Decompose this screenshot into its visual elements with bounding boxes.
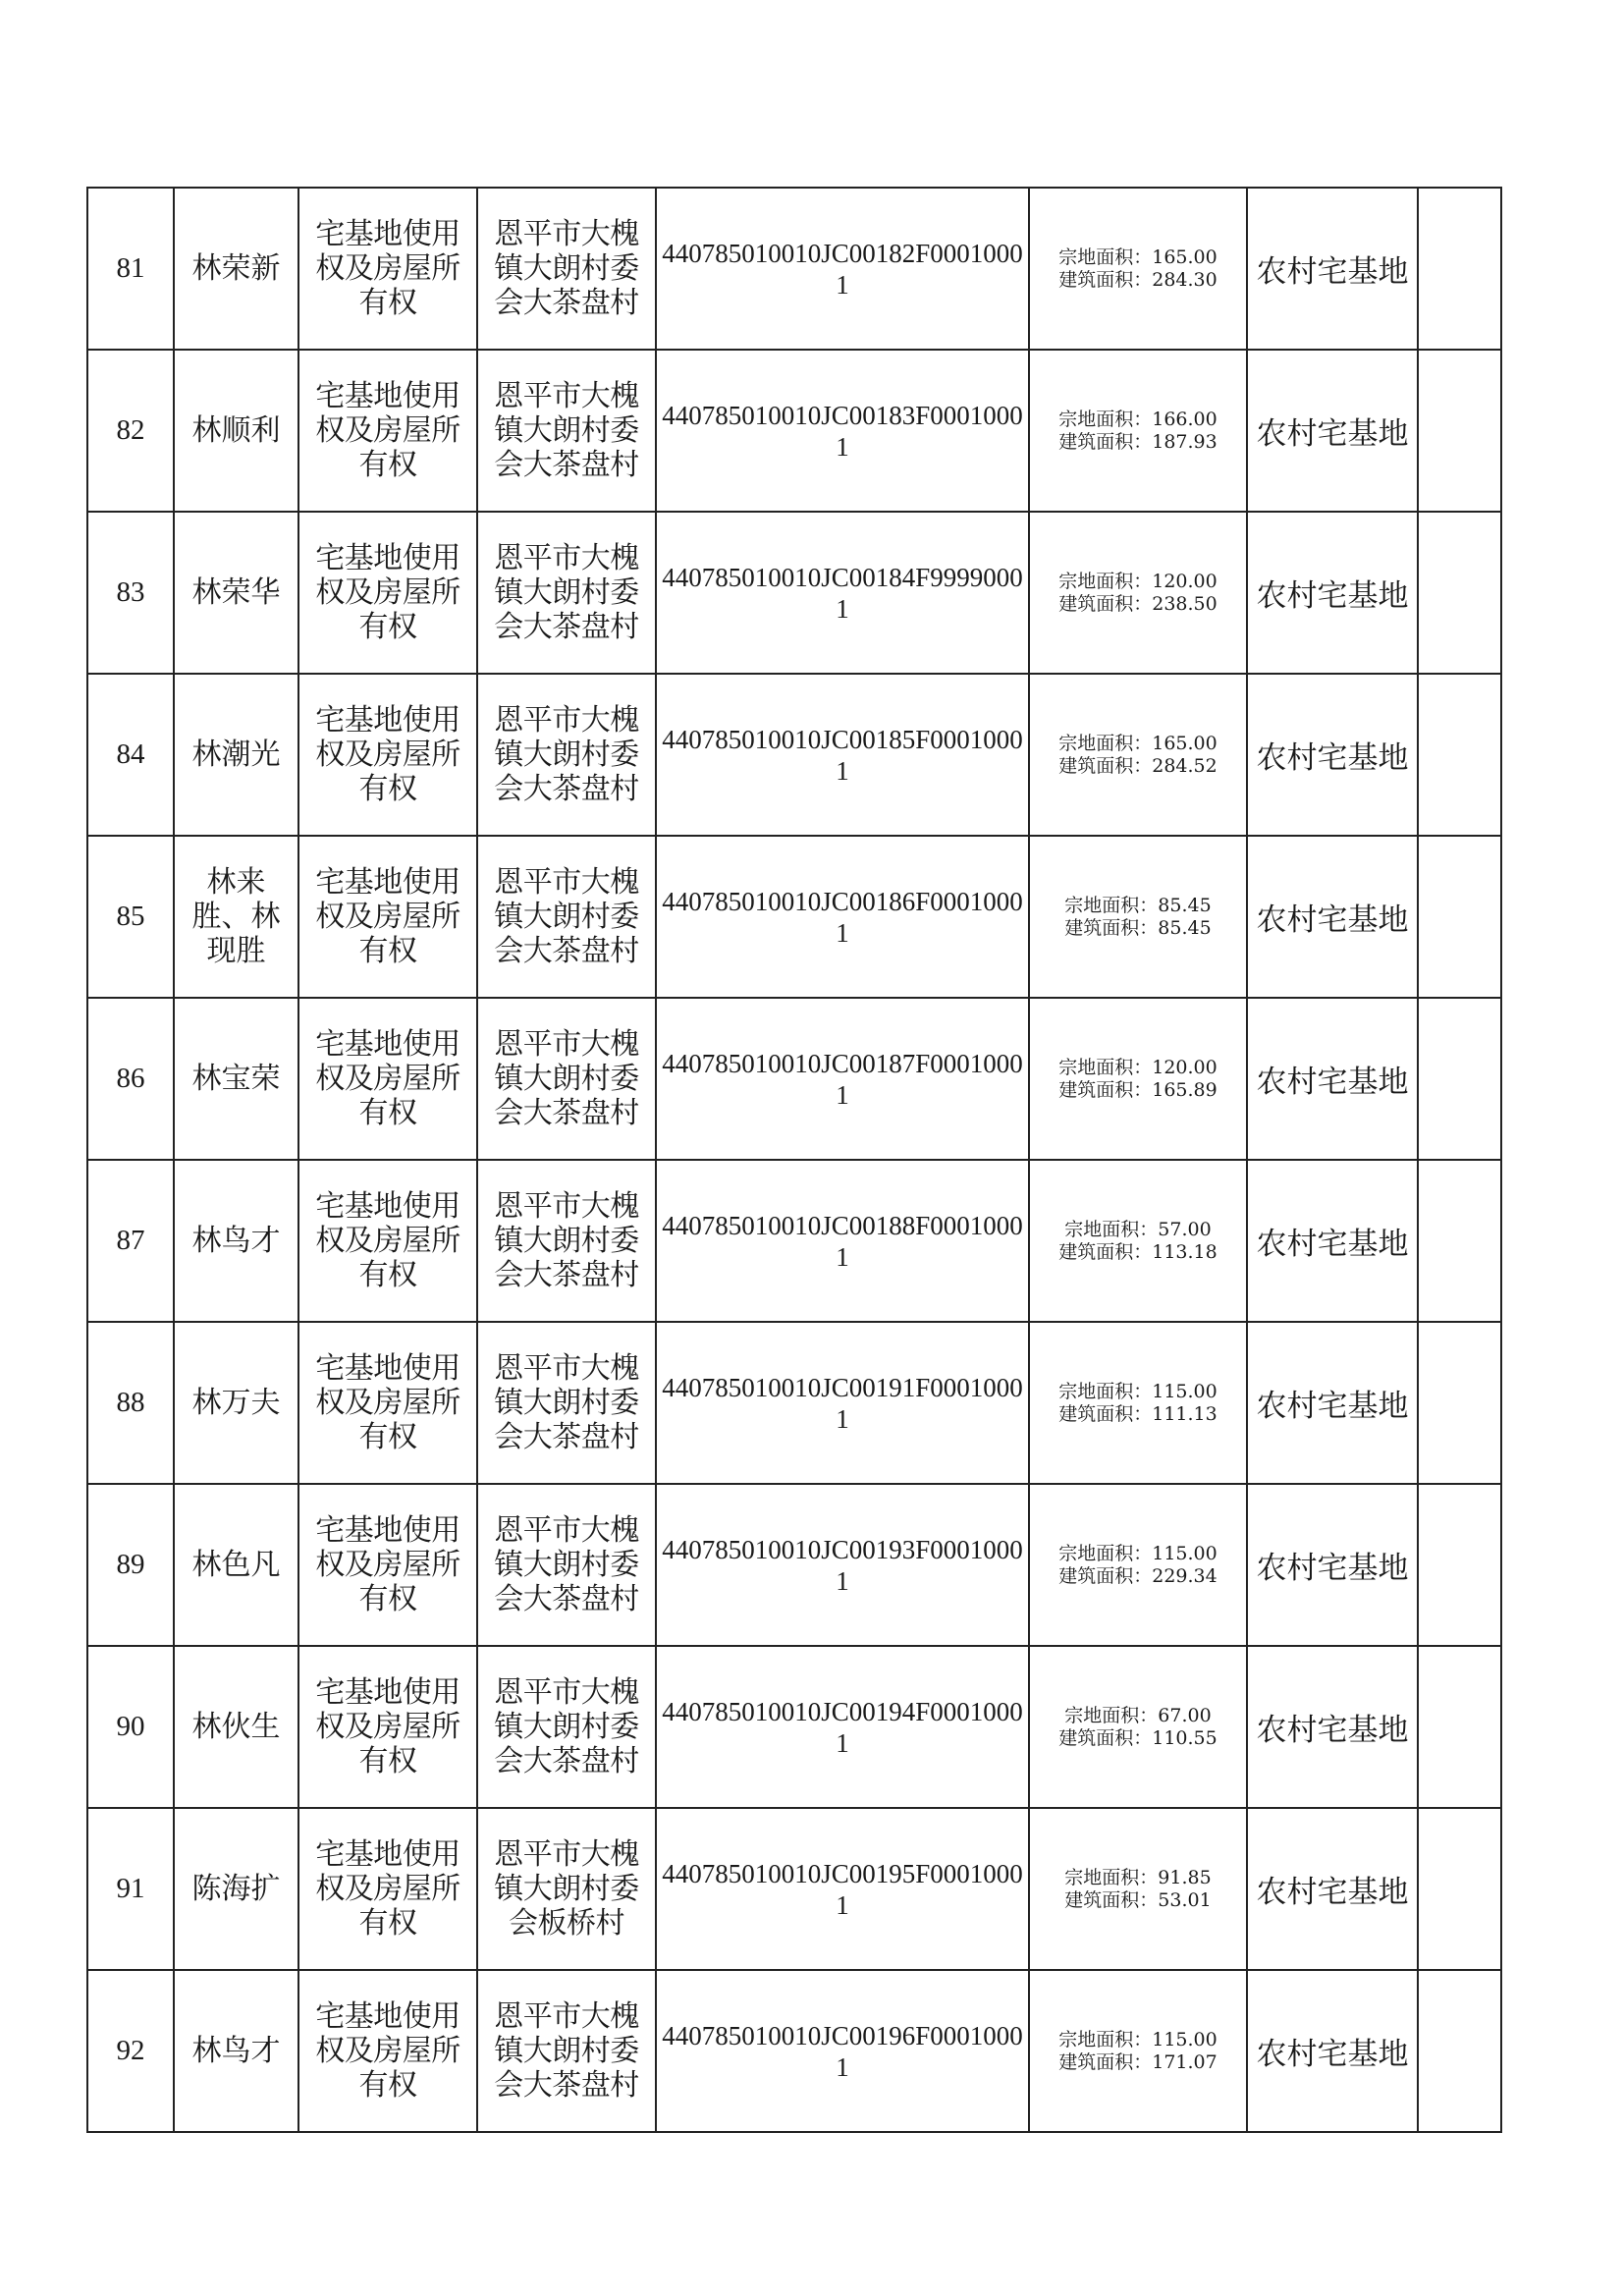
- land-area: 宗地面积：91.85: [1064, 1866, 1212, 1888]
- right-type-cell: 宅基地使用权及房屋所有权: [298, 1646, 477, 1808]
- land-area: 宗地面积：165.00: [1058, 732, 1217, 754]
- land-use-cell: 农村宅基地: [1247, 1646, 1418, 1808]
- land-use-cell: 农村宅基地: [1247, 1160, 1418, 1322]
- owner-name-cell: 林鸟才: [174, 1970, 298, 2132]
- location-cell: 恩平市大槐镇大朗村委会板桥村: [477, 1808, 656, 1970]
- note-cell: [1418, 1970, 1501, 2132]
- owner-name-cell: 林荣华: [174, 512, 298, 674]
- location-cell: 恩平市大槐镇大朗村委会大茶盘村: [477, 674, 656, 836]
- right-type-cell: 宅基地使用权及房屋所有权: [298, 1484, 477, 1646]
- land-use-cell: 农村宅基地: [1247, 1970, 1418, 2132]
- area-cell: [1029, 350, 1247, 512]
- right-type-cell: 宅基地使用权及房屋所有权: [298, 836, 477, 998]
- land-use-cell: 农村宅基地: [1247, 1484, 1418, 1646]
- location-cell: 恩平市大槐镇大朗村委会大茶盘村: [477, 836, 656, 998]
- owner-name-cell: 林鸟才: [174, 1160, 298, 1322]
- unit-code-cell: 440785010010JC00188F00010001: [656, 1160, 1029, 1322]
- unit-code-cell: 440785010010JC00186F00010001: [656, 836, 1029, 998]
- owner-name-cell: 林顺利: [174, 350, 298, 512]
- location-cell: 恩平市大槐镇大朗村委会大茶盘村: [477, 350, 656, 512]
- row-number-cell: 84: [87, 674, 174, 836]
- row-number-cell: 82: [87, 350, 174, 512]
- note-cell: [1418, 188, 1501, 350]
- land-use-cell: 农村宅基地: [1247, 188, 1418, 350]
- building-area: 建筑面积：110.55: [1058, 1726, 1217, 1749]
- area-cell: [1029, 1646, 1247, 1808]
- owner-name-cell: 林来胜、林现胜: [174, 836, 298, 998]
- row-number-cell: 81: [87, 188, 174, 350]
- area-cell: [1029, 1160, 1247, 1322]
- right-type-cell: 宅基地使用权及房屋所有权: [298, 1322, 477, 1484]
- unit-code-cell: 440785010010JC00195F00010001: [656, 1808, 1029, 1970]
- area-cell: [1029, 1970, 1247, 2132]
- location-cell: 恩平市大槐镇大朗村委会大茶盘村: [477, 188, 656, 350]
- table-row: [87, 1970, 1501, 2132]
- table-row: [87, 512, 1501, 674]
- row-number-cell: 89: [87, 1484, 174, 1646]
- building-area: 建筑面积：284.30: [1058, 268, 1217, 291]
- right-type-cell: 宅基地使用权及房屋所有权: [298, 1970, 477, 2132]
- building-area: 建筑面积：238.50: [1058, 592, 1217, 615]
- owner-name-cell: 陈海扩: [174, 1808, 298, 1970]
- unit-code-cell: 440785010010JC00187F00010001: [656, 998, 1029, 1160]
- unit-code-cell: 440785010010JC00185F00010001: [656, 674, 1029, 836]
- row-number-cell: 91: [87, 1808, 174, 1970]
- row-number-cell: 92: [87, 1970, 174, 2132]
- row-number-cell: 88: [87, 1322, 174, 1484]
- note-cell: [1418, 998, 1501, 1160]
- row-number-cell: 90: [87, 1646, 174, 1808]
- area-cell: [1029, 674, 1247, 836]
- owner-name-cell: 林宝荣: [174, 998, 298, 1160]
- row-number-cell: 85: [87, 836, 174, 998]
- table-row: [87, 1646, 1501, 1808]
- land-use-cell: 农村宅基地: [1247, 350, 1418, 512]
- right-type-cell: 宅基地使用权及房屋所有权: [298, 1160, 477, 1322]
- right-type-cell: 宅基地使用权及房屋所有权: [298, 1808, 477, 1970]
- area-cell: [1029, 1808, 1247, 1970]
- row-number-cell: 83: [87, 512, 174, 674]
- area-cell: [1029, 1484, 1247, 1646]
- note-cell: [1418, 1484, 1501, 1646]
- unit-code-cell: 440785010010JC00194F00010001: [656, 1646, 1029, 1808]
- table-body: [87, 188, 1501, 2132]
- unit-code-cell: 440785010010JC00182F00010001: [656, 188, 1029, 350]
- building-area: 建筑面积：113.18: [1058, 1240, 1217, 1263]
- land-area: 宗地面积：120.00: [1058, 1056, 1217, 1078]
- area-cell: [1029, 188, 1247, 350]
- table-row: [87, 1322, 1501, 1484]
- right-type-cell: 宅基地使用权及房屋所有权: [298, 674, 477, 836]
- land-use-cell: 农村宅基地: [1247, 512, 1418, 674]
- unit-code-cell: 440785010010JC00191F00010001: [656, 1322, 1029, 1484]
- note-cell: [1418, 1646, 1501, 1808]
- note-cell: [1418, 674, 1501, 836]
- location-cell: 恩平市大槐镇大朗村委会大茶盘村: [477, 998, 656, 1160]
- land-area: 宗地面积：57.00: [1064, 1218, 1212, 1240]
- unit-code-cell: 440785010010JC00193F00010001: [656, 1484, 1029, 1646]
- table-row: [87, 1808, 1501, 1970]
- unit-code-cell: 440785010010JC00196F00010001: [656, 1970, 1029, 2132]
- note-cell: [1418, 836, 1501, 998]
- building-area: 建筑面积：85.45: [1064, 916, 1212, 939]
- owner-name-cell: 林色凡: [174, 1484, 298, 1646]
- note-cell: [1418, 350, 1501, 512]
- land-area: 宗地面积：85.45: [1064, 894, 1212, 916]
- table-row: [87, 836, 1501, 998]
- right-type-cell: 宅基地使用权及房屋所有权: [298, 188, 477, 350]
- table-row: [87, 998, 1501, 1160]
- building-area: 建筑面积：187.93: [1058, 430, 1217, 453]
- unit-code-cell: 440785010010JC00184F99990001: [656, 512, 1029, 674]
- land-use-cell: 农村宅基地: [1247, 998, 1418, 1160]
- land-area: 宗地面积：165.00: [1058, 246, 1217, 268]
- area-cell: [1029, 836, 1247, 998]
- land-use-cell: 农村宅基地: [1247, 674, 1418, 836]
- location-cell: 恩平市大槐镇大朗村委会大茶盘村: [477, 1484, 656, 1646]
- building-area: 建筑面积：284.52: [1058, 754, 1217, 777]
- land-area: 宗地面积：67.00: [1064, 1704, 1212, 1726]
- unit-code-cell: 440785010010JC00183F00010001: [656, 350, 1029, 512]
- table-row: [87, 1160, 1501, 1322]
- land-area: 宗地面积：166.00: [1058, 408, 1217, 430]
- owner-name-cell: 林万夫: [174, 1322, 298, 1484]
- table-row: [87, 350, 1501, 512]
- table-row: [87, 674, 1501, 836]
- area-cell: [1029, 998, 1247, 1160]
- land-area: 宗地面积：120.00: [1058, 570, 1217, 592]
- row-number-cell: 86: [87, 998, 174, 1160]
- location-cell: 恩平市大槐镇大朗村委会大茶盘村: [477, 1160, 656, 1322]
- land-area: 宗地面积：115.00: [1058, 1542, 1217, 1564]
- location-cell: 恩平市大槐镇大朗村委会大茶盘村: [477, 1646, 656, 1808]
- building-area: 建筑面积：53.01: [1064, 1888, 1212, 1911]
- right-type-cell: 宅基地使用权及房屋所有权: [298, 998, 477, 1160]
- registration-table: [86, 187, 1502, 2133]
- building-area: 建筑面积：229.34: [1058, 1564, 1217, 1587]
- right-type-cell: 宅基地使用权及房屋所有权: [298, 512, 477, 674]
- land-use-cell: 农村宅基地: [1247, 1322, 1418, 1484]
- area-cell: [1029, 512, 1247, 674]
- location-cell: 恩平市大槐镇大朗村委会大茶盘村: [477, 512, 656, 674]
- row-number-cell: 87: [87, 1160, 174, 1322]
- table-row: [87, 188, 1501, 350]
- note-cell: [1418, 1808, 1501, 1970]
- land-use-cell: 农村宅基地: [1247, 1808, 1418, 1970]
- owner-name-cell: 林荣新: [174, 188, 298, 350]
- area-cell: [1029, 1322, 1247, 1484]
- table-row: [87, 1484, 1501, 1646]
- building-area: 建筑面积：165.89: [1058, 1078, 1217, 1101]
- building-area: 建筑面积：111.13: [1058, 1402, 1217, 1425]
- location-cell: 恩平市大槐镇大朗村委会大茶盘村: [477, 1970, 656, 2132]
- owner-name-cell: 林伙生: [174, 1646, 298, 1808]
- land-area: 宗地面积：115.00: [1058, 1380, 1217, 1402]
- right-type-cell: 宅基地使用权及房屋所有权: [298, 350, 477, 512]
- owner-name-cell: 林潮光: [174, 674, 298, 836]
- note-cell: [1418, 512, 1501, 674]
- building-area: 建筑面积：171.07: [1058, 2050, 1217, 2073]
- land-use-cell: 农村宅基地: [1247, 836, 1418, 998]
- note-cell: [1418, 1160, 1501, 1322]
- note-cell: [1418, 1322, 1501, 1484]
- land-area: 宗地面积：115.00: [1058, 2028, 1217, 2050]
- location-cell: 恩平市大槐镇大朗村委会大茶盘村: [477, 1322, 656, 1484]
